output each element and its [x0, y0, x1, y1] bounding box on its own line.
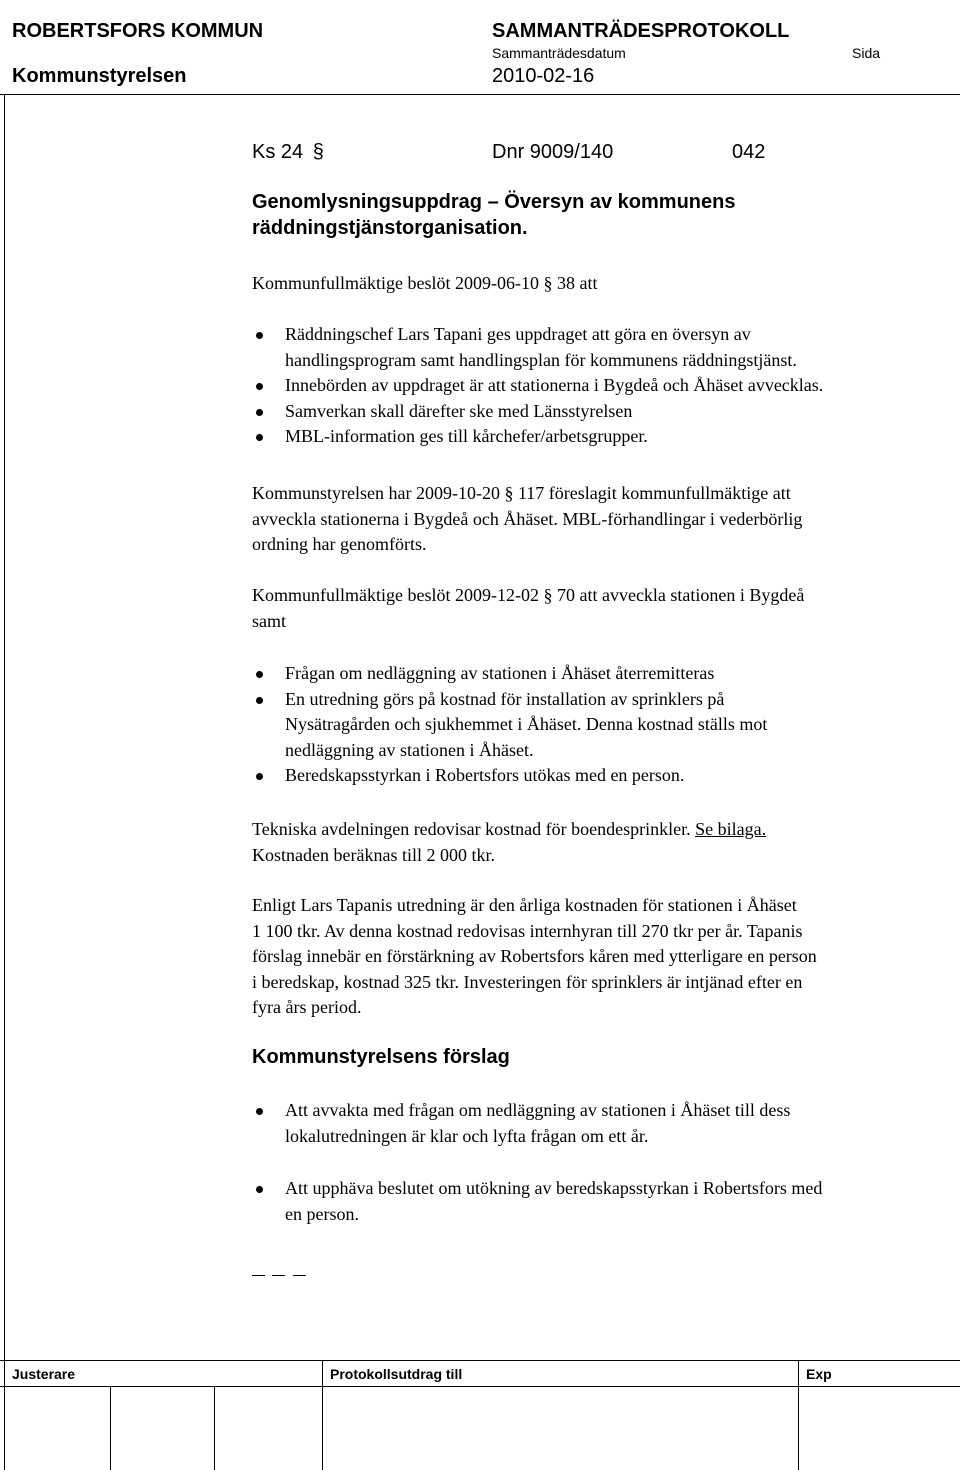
case-title-line1: Genomlysningsuppdrag – Översyn av kommunens: [252, 191, 736, 213]
end-dash: [252, 1275, 265, 1276]
bullet-icon: [256, 697, 263, 704]
list-item-text: handlingsprogram samt handlingsplan för kommunens räddningstjänst.: [285, 349, 797, 370]
paragraph-4: [252, 817, 766, 868]
para5-line1: Enligt Lars Tapanis utredning är den årliga kostnaden för stationen i Åhäset: [252, 895, 797, 915]
para5-line2: 1 100 tkr. Av denna kostnad redovisas internhyran till 270 tkr per år. Tapanis: [252, 920, 803, 941]
document-type: SAMMANTRÄDESPROTOKOLL: [492, 20, 790, 42]
para1-text-a: Kommunfullmäktige beslöt 2009-06-10: [252, 273, 539, 293]
list-item: [252, 763, 952, 789]
para3-text-a: Kommunfullmäktige beslöt 2009-12-02: [252, 585, 539, 605]
end-dash: [293, 1275, 306, 1276]
footer-divider-5: [798, 1360, 799, 1470]
list-item: [252, 1098, 952, 1149]
bullet-icon: [256, 383, 263, 390]
para4-line1: Tekniska avdelningen redovisar kostnad för boendesprinkler.: [252, 819, 691, 839]
bullet-icon: [256, 409, 263, 416]
list-item-text: Beredskapsstyrkan i Robertsfors utökas med en person.: [285, 765, 685, 785]
footer-divider-3: [214, 1386, 215, 1470]
list-item: [252, 322, 952, 373]
list-item: [252, 373, 952, 399]
org-name: ROBERTSFORS KOMMUN: [12, 20, 264, 42]
bullet-list-2: [252, 661, 952, 789]
case-ks: [252, 141, 324, 164]
bullet-icon: [256, 773, 263, 780]
footer-divider-4: [322, 1360, 323, 1470]
section-sign: §: [543, 585, 553, 605]
list-item-text: Räddningschef Lars Tapani ges uppdraget att göra en översyn av: [285, 324, 751, 344]
para2-line2: avveckla stationerna i Bygdeå och Åhäset. MBL-förhandlingar i vederbörlig: [252, 508, 803, 529]
para3-text-b: 70 att avveckla stationen i Bygdeå: [556, 585, 805, 605]
paragraph-5: [252, 893, 817, 1021]
section-sign: §: [504, 483, 514, 503]
bullet-icon: [256, 671, 263, 678]
left-margin-line: [4, 94, 5, 1360]
list-item: [252, 687, 952, 764]
paragraph-3: [252, 583, 804, 634]
list-item-text: Nysätragården och sjukhemmet i Åhäset. Denna kostnad ställs mot: [285, 714, 768, 734]
end-dash: [272, 1275, 285, 1276]
para3-line2: samt: [252, 610, 286, 631]
bullet-icon: [256, 434, 263, 441]
para2-text-b: 117 föreslagit kommunfullmäktige att: [517, 483, 791, 503]
para5-line3: förslag innebär en förstärkning av Robertsfors kåren med ytterligare en person: [252, 946, 817, 966]
section-sign: §: [312, 141, 324, 163]
case-code: 042: [732, 141, 766, 163]
bullet-icon: [256, 1108, 263, 1115]
section-sign: §: [543, 273, 553, 293]
date-label: Sammanträdesdatum: [492, 45, 626, 61]
footer-divider-1: [4, 1360, 5, 1470]
footer-justerare: Justerare: [12, 1366, 76, 1382]
list-item-text: Frågan om nedläggning av stationen i Åhäset återremitteras: [285, 663, 715, 683]
footer-rule-label: [0, 1386, 960, 1387]
footer-divider-2: [110, 1386, 111, 1470]
footer-rule-top: [0, 1360, 960, 1361]
list-item-text: en person.: [285, 1203, 359, 1224]
list-item: [252, 424, 952, 450]
proposal-list: [252, 1098, 952, 1227]
case-title-line2: räddningstjänstorganisation.: [252, 217, 528, 239]
list-item-text: nedläggning av stationen i Åhäset.: [285, 739, 534, 760]
proposal-heading: Kommunstyrelsens förslag: [252, 1046, 510, 1068]
header-rule: [0, 94, 960, 95]
list-item-text: Innebörden av uppdraget är att stationerna i Bygdeå och Åhäset avvecklas.: [285, 375, 824, 395]
para4-line2: Kostnaden beräknas till 2 000 tkr.: [252, 844, 495, 865]
para2-line3: ordning har genomförts.: [252, 534, 427, 554]
body-name: Kommunstyrelsen: [12, 65, 187, 87]
list-item: [252, 1176, 952, 1227]
list-item-text: MBL-information ges till kårchefer/arbetsgrupper.: [285, 426, 648, 446]
para5-line5: fyra års period.: [252, 997, 362, 1017]
para1-text-b: 38 att: [556, 273, 598, 293]
case-dnr: Dnr 9009/140: [492, 141, 614, 163]
list-item: [252, 399, 952, 425]
paragraph-2: [252, 481, 802, 558]
meeting-date: 2010-02-16: [492, 65, 595, 87]
bullet-icon: [256, 332, 263, 339]
list-item-text: Att upphäva beslutet om utökning av beredskapsstyrkan i Robertsfors med: [285, 1178, 823, 1198]
list-item-text: Att avvakta med frågan om nedläggning av stationen i Åhäset till dess: [285, 1100, 791, 1120]
footer-protokollsutdrag: Protokollsutdrag till: [330, 1366, 463, 1382]
para5-line4: i beredskap, kostnad 325 tkr. Investeringen för sprinklers är intjänad efter en: [252, 971, 803, 992]
paragraph-1: [252, 271, 597, 297]
footer-exp: Exp: [806, 1366, 832, 1382]
list-item: [252, 661, 952, 687]
list-item-text: Samverkan skall därefter ske med Länsstyrelsen: [285, 400, 633, 421]
para2-text-a: Kommunstyrelsen har 2009-10-20: [252, 483, 500, 503]
list-item-text: En utredning görs på kostnad för installation av sprinklers på: [285, 688, 725, 709]
attachment-link[interactable]: Se bilaga.: [695, 819, 767, 839]
bullet-list-1: [252, 322, 952, 450]
bullet-icon: [256, 1186, 263, 1193]
page-label: Sida: [852, 45, 881, 61]
list-item-text: lokalutredningen är klar och lyfta frågan om ett år.: [285, 1125, 649, 1146]
case-ks-text: Ks 24: [252, 141, 304, 163]
